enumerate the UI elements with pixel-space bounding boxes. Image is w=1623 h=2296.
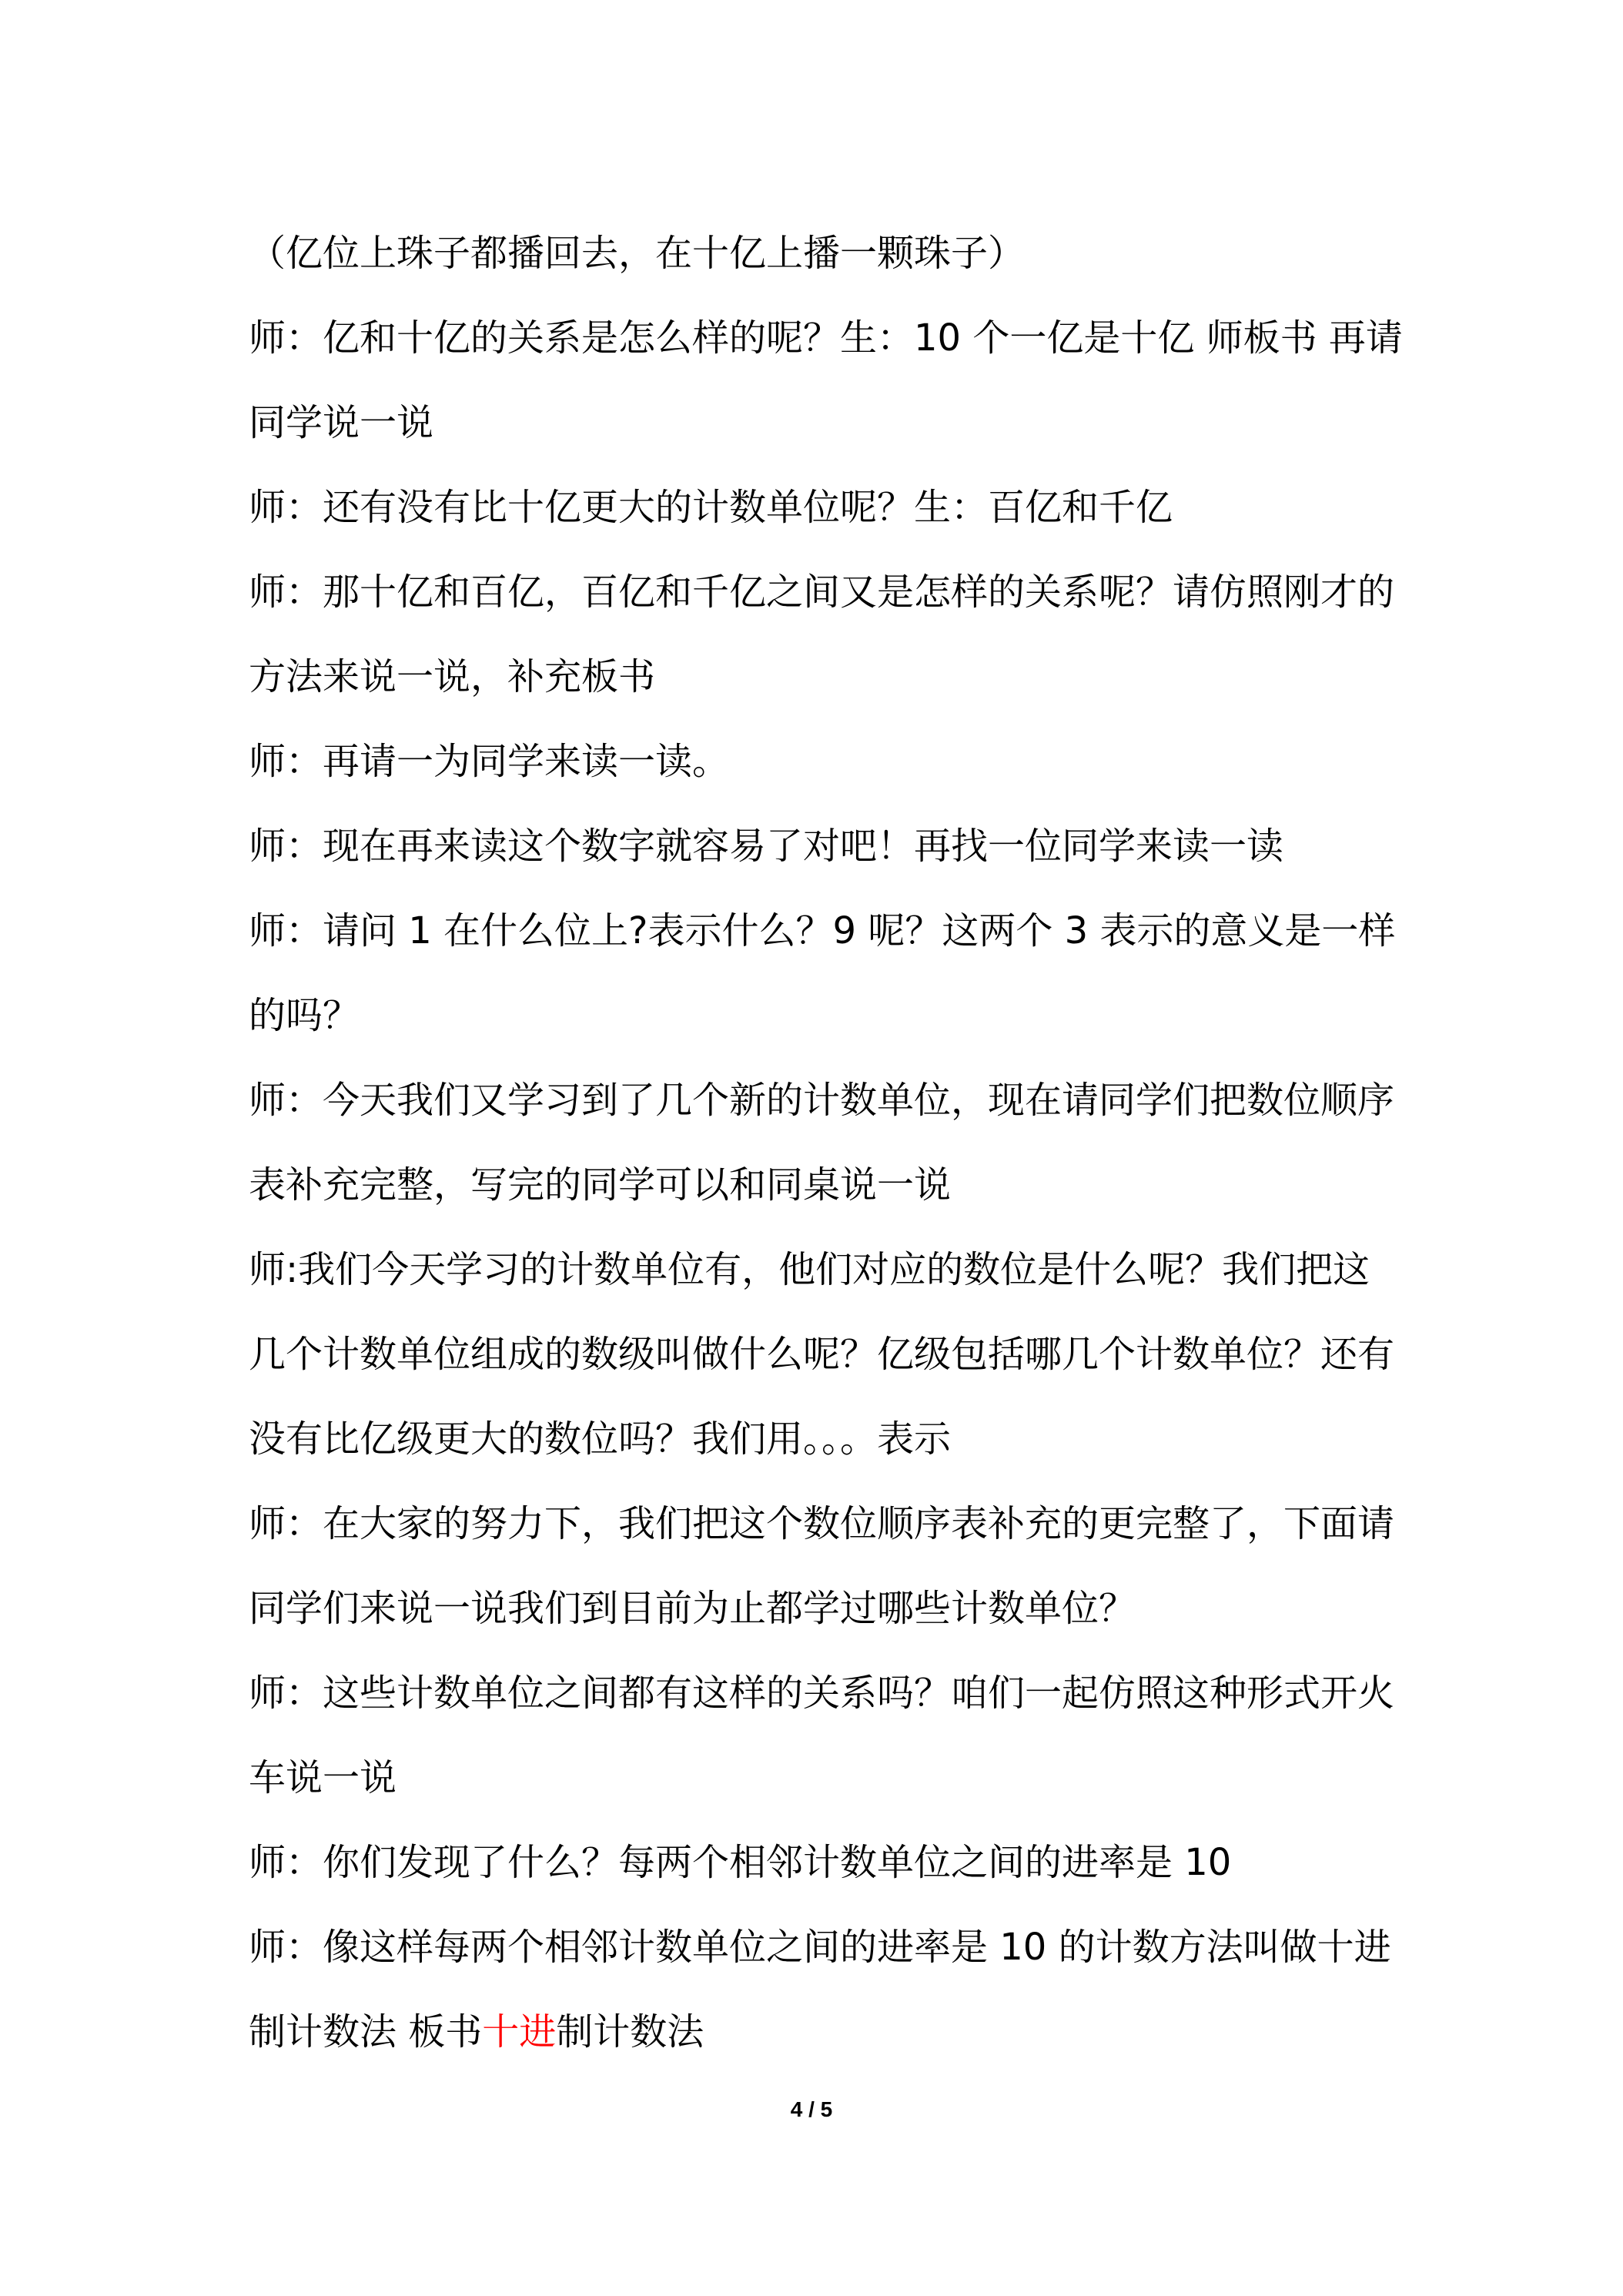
paragraph-6: 师：现在再来读这个数字就容易了对吧！再找一位同学来读一读: [249, 825, 1284, 868]
highlighted-text: 十进: [482, 2010, 557, 2053]
page-number: 4 / 5: [790, 2097, 833, 2121]
paragraph-9: 师:我们今天学习的计数单位有，他们对应的数位是什么呢？我们把这几个计数单位组成的数级叫做什么呢？亿级包括哪几个计数单位？还有没有比亿级更大的数位吗？我们用。。。表示: [249, 1248, 1395, 1461]
paragraph-7: 师：请问 1 在什么位上?表示什么？9 呢？这两个 3 表示的意义是一样的吗？: [249, 909, 1396, 1037]
paragraph-13-text: 师：像这样每两个相邻计数单位之间的进率是 10 的计数方法叫做十进制计数法 板书: [249, 1926, 1391, 2053]
paragraph-1: （亿位上珠子都播回去，在十亿上播一颗珠子）: [249, 232, 1026, 275]
paragraph-3: 师：还有没有比十亿更大的计数单位呢？生：百亿和千亿: [249, 486, 1173, 529]
paragraph-13: [249, 1905, 1404, 2074]
paragraph-8: 师：今天我们又学习到了几个新的计数单位，现在请同学们把数位顺序表补充完整，写完的同学可以和同桌说一说: [249, 1079, 1395, 1207]
paragraph-4: 师：那十亿和百亿，百亿和千亿之间又是怎样的关系呢？请仿照刚才的方法来说一说，补充板书: [249, 571, 1395, 698]
document-body: [249, 211, 1404, 2074]
paragraph-10: 师：在大家的努力下，我们把这个数位顺序表补充的更完整了，下面请同学们来说一说我们到目前为止都学过哪些计数单位？: [249, 1502, 1395, 1630]
paragraph-5: 师：再请一为同学来读一读。: [249, 740, 730, 783]
paragraph-12: 师：你们发现了什么？每两个相邻计数单位之间的进率是 10: [249, 1841, 1232, 1884]
paragraph-11: 师：这些计数单位之间都有这样的关系吗？咱们一起仿照这种形式开火车说一说: [249, 1672, 1395, 1799]
paragraph-2: 师：亿和十亿的关系是怎么样的呢？生：10 个一亿是十亿 师板书 再请同学说一说: [249, 316, 1403, 444]
paragraph-13-tail: 制计数法: [556, 2010, 704, 2053]
